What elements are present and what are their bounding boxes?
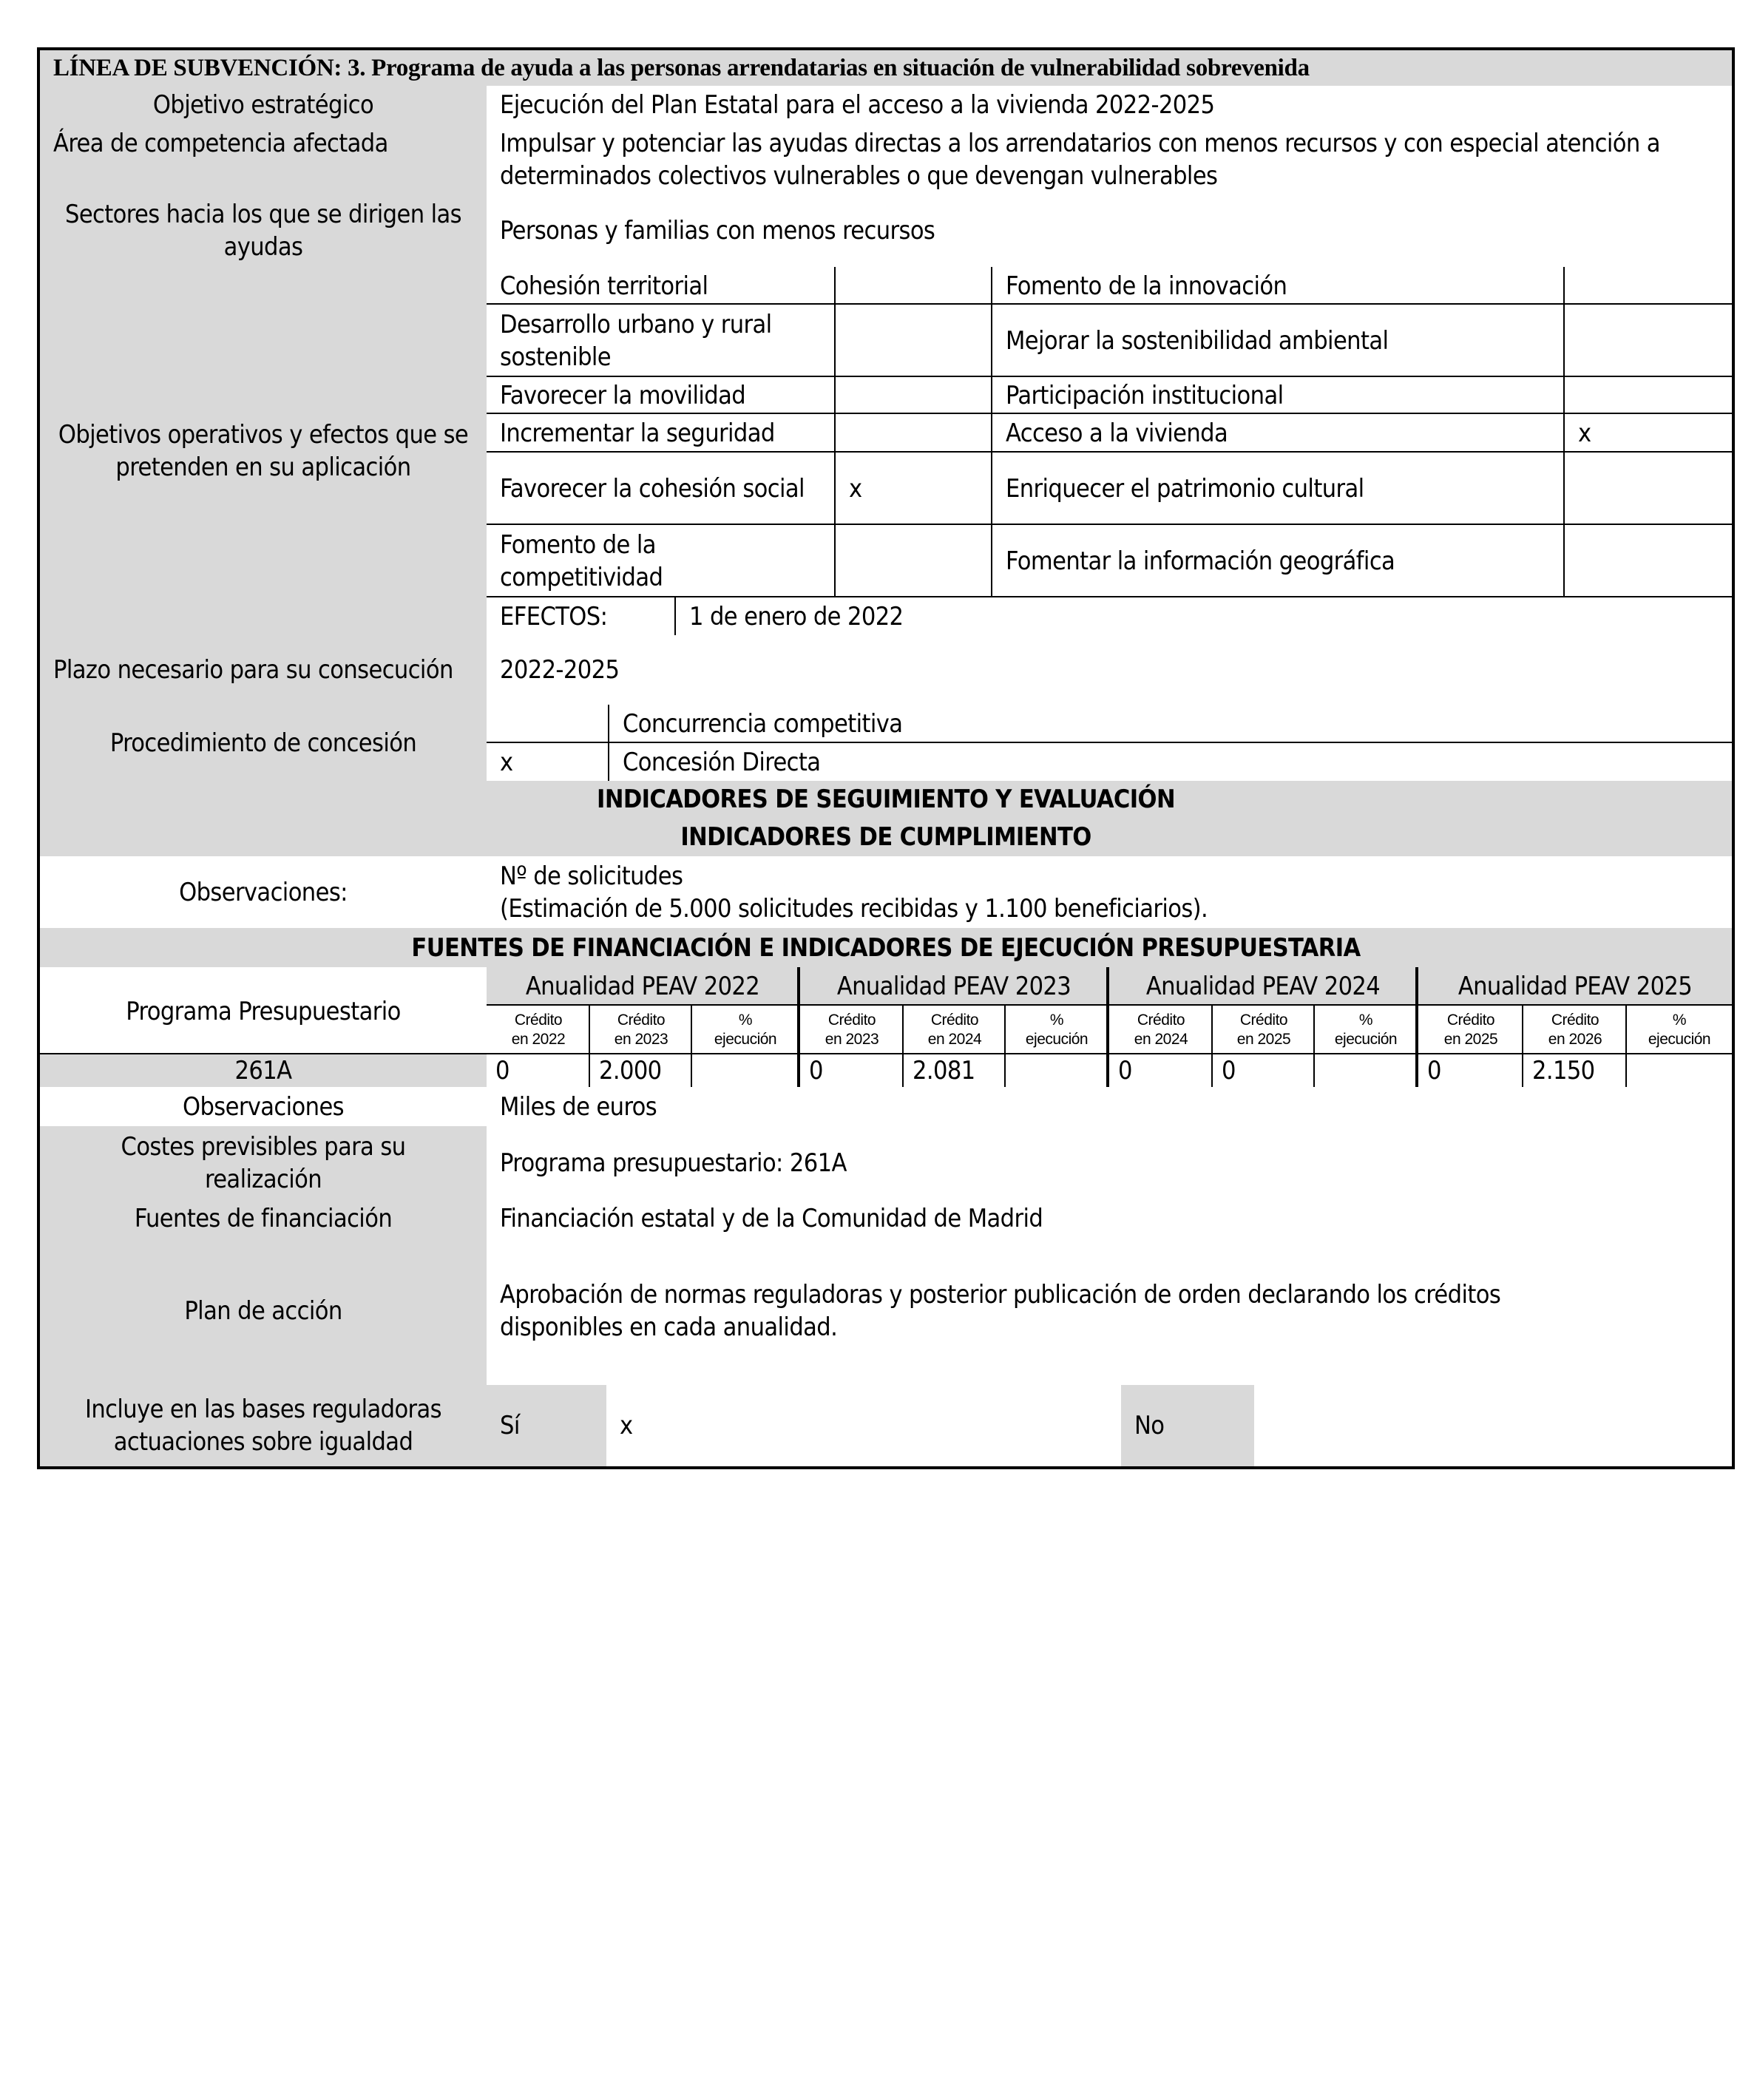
col-line: % bbox=[1672, 1012, 1687, 1029]
value-text: 0 bbox=[1222, 1056, 1236, 1085]
col-line: Crédito bbox=[514, 1012, 563, 1029]
check-mark: x bbox=[620, 1411, 633, 1440]
procedimiento-option-mark[interactable] bbox=[487, 705, 609, 743]
sectores-value bbox=[487, 194, 1735, 270]
value-text: Impulsar y potenciar las ayudas directas a los arrendatarios con menos recursos y con especial atención a determinados colectivos vulnerables o que devengan vulnerables bbox=[500, 128, 1660, 191]
value-text: 0 bbox=[495, 1056, 510, 1085]
costes-label bbox=[37, 1126, 490, 1203]
budget-group-title bbox=[487, 967, 799, 1006]
sheet-title bbox=[37, 47, 1735, 89]
label-text: Sectores hacia los que se dirigen las ayudas bbox=[65, 200, 461, 262]
objective-left bbox=[487, 451, 834, 525]
budget-group-title bbox=[1415, 967, 1735, 1006]
value-text: 0 bbox=[1427, 1056, 1441, 1085]
group-title-text: Anualidad PEAV 2022 bbox=[525, 972, 760, 1001]
procedimiento-option-label bbox=[608, 742, 1735, 784]
plazo-label bbox=[37, 635, 490, 708]
objective-left bbox=[487, 413, 834, 453]
group-title-text: Anualidad PEAV 2023 bbox=[836, 972, 1072, 1001]
procedimiento-option-label bbox=[608, 705, 1735, 743]
label-text: Sí bbox=[500, 1411, 520, 1440]
efectos-label bbox=[487, 596, 676, 638]
label-text: Costes previsibles para su realización bbox=[121, 1132, 406, 1194]
igualdad-si-value[interactable] bbox=[606, 1385, 1124, 1469]
budget-col-header bbox=[1004, 1004, 1108, 1054]
budget-col-header bbox=[589, 1004, 692, 1054]
col-line: Crédito bbox=[1137, 1012, 1185, 1029]
programa-presupuestario-value bbox=[37, 1053, 490, 1090]
value-text: 0 bbox=[809, 1056, 823, 1085]
value-text: Ejecución del Plan Estatal para el acceso a la vivienda 2022-2025 bbox=[500, 90, 1215, 120]
area-competencia-value bbox=[487, 124, 1735, 197]
observaciones-label bbox=[37, 1087, 490, 1129]
col-line: ejecución bbox=[1648, 1031, 1711, 1048]
budget-group-title bbox=[797, 967, 1108, 1006]
label-text: Plazo necesario para su consecución bbox=[53, 655, 453, 685]
indicadores-cumplimiento-header bbox=[37, 818, 1735, 859]
budget-col-header bbox=[1211, 1004, 1315, 1054]
objective-text: Favorecer la cohesión social bbox=[500, 474, 805, 504]
indicadores-seguimiento-header bbox=[37, 781, 1735, 821]
objective-right-check[interactable] bbox=[1563, 376, 1735, 414]
objective-right-check[interactable] bbox=[1563, 413, 1735, 453]
objective-text: Cohesión territorial bbox=[500, 271, 708, 301]
col-line: en 2023 bbox=[614, 1031, 668, 1048]
fuentes-financiacion-value bbox=[487, 1200, 1735, 1240]
objective-right-check[interactable] bbox=[1563, 524, 1735, 597]
budget-value-cell bbox=[1625, 1053, 1735, 1090]
plan-accion-value bbox=[487, 1237, 1735, 1388]
col-line: en 2024 bbox=[927, 1031, 982, 1048]
objective-left-check[interactable] bbox=[834, 303, 991, 377]
option-text: Concurrencia competitiva bbox=[623, 709, 903, 739]
col-line: % bbox=[738, 1012, 753, 1029]
objective-right bbox=[991, 451, 1563, 525]
col-line: Crédito bbox=[1446, 1012, 1495, 1029]
value-text: Financiación estatal y de la Comunidad de Madrid bbox=[500, 1204, 1043, 1233]
budget-col-header bbox=[902, 1004, 1006, 1054]
objective-text: Mejorar la sostenibilidad ambiental bbox=[1006, 326, 1389, 356]
title-text: LÍNEA DE SUBVENCIÓN: 3. Programa de ayuda a las personas arrendatarias en situación de vulnerabilidad sobrevenida bbox=[53, 55, 1310, 81]
col-line: en 2024 bbox=[1134, 1031, 1188, 1048]
objective-right-check[interactable] bbox=[1563, 303, 1735, 377]
label-text: Incluye en las bases reguladoras actuaciones sobre igualdad bbox=[84, 1395, 442, 1457]
header-text: FUENTES DE FINANCIACIÓN E INDICADORES DE EJECUCIÓN PRESUPUESTARIA bbox=[411, 932, 1361, 963]
objetivo-estrategico-label bbox=[37, 86, 490, 127]
objective-left-check[interactable] bbox=[834, 413, 991, 453]
objective-text: Favorecer la movilidad bbox=[500, 381, 746, 410]
label-text: Fuentes de financiación bbox=[134, 1204, 393, 1233]
col-line: % bbox=[1049, 1012, 1064, 1029]
objective-text: Desarrollo urbano y rural sostenible bbox=[500, 310, 772, 372]
objective-left bbox=[487, 303, 834, 377]
value-line: (Estimación de 5.000 solicitudes recibidas y 1.100 beneficiarios). bbox=[500, 893, 1208, 924]
budget-value-cell bbox=[1106, 1053, 1213, 1090]
label-text: Plan de acción bbox=[184, 1296, 342, 1326]
budget-group-title bbox=[1106, 967, 1417, 1006]
col-line: Crédito bbox=[930, 1012, 979, 1029]
plan-accion-label bbox=[37, 1237, 490, 1388]
header-text: INDICADORES DE CUMPLIMIENTO bbox=[680, 822, 1091, 852]
procedimiento-option-mark[interactable] bbox=[487, 742, 609, 784]
objective-right bbox=[991, 524, 1563, 597]
value-text: 2.150 bbox=[1532, 1056, 1595, 1085]
col-line: en 2023 bbox=[825, 1031, 879, 1048]
budget-value-cell bbox=[1211, 1053, 1315, 1090]
value-text: Miles de euros bbox=[500, 1091, 657, 1122]
check-mark: x bbox=[1578, 419, 1591, 448]
header-text: INDICADORES DE SEGUIMIENTO Y EVALUACIÓN bbox=[597, 785, 1175, 814]
budget-value-cell bbox=[1415, 1053, 1523, 1090]
label-text: EFECTOS: bbox=[500, 601, 608, 631]
value-text: 0 bbox=[1118, 1056, 1132, 1085]
budget-value-cell bbox=[797, 1053, 904, 1090]
label-text: Programa Presupuestario bbox=[126, 997, 401, 1026]
budget-col-header bbox=[1313, 1004, 1417, 1054]
objective-text: Acceso a la vivienda bbox=[1006, 419, 1228, 448]
label-text: No bbox=[1134, 1411, 1165, 1440]
plazo-value bbox=[487, 635, 1735, 708]
observaciones-value bbox=[487, 1087, 1735, 1129]
fuentes-financiacion-label bbox=[37, 1200, 490, 1240]
col-line: % bbox=[1358, 1012, 1373, 1029]
value-text: 2.000 bbox=[599, 1056, 662, 1085]
objective-text: Fomento de la innovación bbox=[1006, 271, 1287, 301]
col-line: en 2026 bbox=[1548, 1031, 1602, 1048]
budget-value-cell bbox=[1522, 1053, 1627, 1090]
objective-right bbox=[991, 376, 1563, 414]
observaciones-indicadores-label bbox=[37, 856, 490, 931]
check-mark: x bbox=[849, 474, 862, 504]
programa-presupuestario-label bbox=[37, 967, 490, 1056]
col-line: Crédito bbox=[617, 1012, 666, 1029]
col-line: ejecución bbox=[1334, 1031, 1398, 1048]
col-line: Crédito bbox=[827, 1012, 876, 1029]
col-line: Crédito bbox=[1239, 1012, 1288, 1029]
col-line: Crédito bbox=[1551, 1012, 1599, 1029]
objective-text: Fomento de la competitividad bbox=[500, 530, 663, 592]
col-line: en 2022 bbox=[511, 1031, 566, 1048]
budget-value-cell bbox=[589, 1053, 692, 1090]
objective-text: Enriquecer el patrimonio cultural bbox=[1006, 474, 1364, 504]
fuentes-header bbox=[37, 928, 1735, 970]
value-text: 2.081 bbox=[913, 1056, 975, 1085]
budget-col-header bbox=[487, 1004, 590, 1054]
group-title-text: Anualidad PEAV 2024 bbox=[1145, 972, 1381, 1001]
igualdad-no-value[interactable] bbox=[1254, 1385, 1735, 1469]
costes-value bbox=[487, 1126, 1735, 1203]
igualdad-label bbox=[37, 1385, 490, 1469]
objective-text: Fomentar la información geográfica bbox=[1006, 546, 1395, 576]
value-text: Programa presupuestario: 261A bbox=[500, 1148, 847, 1178]
objective-right bbox=[991, 267, 1563, 305]
objective-left bbox=[487, 524, 834, 597]
objective-right bbox=[991, 303, 1563, 377]
label-text: Objetivo estratégico bbox=[152, 90, 374, 120]
objective-left-check[interactable] bbox=[834, 267, 991, 305]
objective-left bbox=[487, 267, 834, 305]
objective-left-check[interactable] bbox=[834, 451, 991, 525]
efectos-value bbox=[674, 596, 1735, 638]
objective-right bbox=[991, 413, 1563, 453]
igualdad-no-label bbox=[1121, 1385, 1257, 1469]
group-title-text: Anualidad PEAV 2025 bbox=[1458, 972, 1693, 1001]
objective-right-check[interactable] bbox=[1563, 267, 1735, 305]
label-text: Observaciones bbox=[182, 1091, 345, 1122]
budget-value-cell bbox=[1313, 1053, 1417, 1090]
value-text: 1 de enero de 2022 bbox=[689, 601, 904, 631]
procedimiento-label bbox=[37, 705, 490, 784]
value-text: 261A bbox=[234, 1056, 292, 1085]
check-mark: x bbox=[500, 747, 513, 777]
igualdad-si-label bbox=[487, 1385, 609, 1469]
label-text: Área de competencia afectada bbox=[53, 129, 388, 158]
budget-col-header bbox=[1106, 1004, 1213, 1054]
label-text: Observaciones: bbox=[179, 877, 348, 907]
objective-text: Incrementar la seguridad bbox=[500, 419, 775, 448]
budget-value-cell bbox=[487, 1053, 590, 1090]
budget-value-cell bbox=[691, 1053, 799, 1090]
label-text: Procedimiento de concesión bbox=[109, 728, 417, 758]
value-text: Aprobación de normas reguladoras y posterior publicación de orden declarando los créditos disponibles en cada anualidad. bbox=[500, 1280, 1501, 1342]
area-competencia-label bbox=[37, 124, 490, 197]
sectores-label bbox=[37, 194, 490, 270]
col-line: ejecución bbox=[714, 1031, 777, 1048]
budget-col-header bbox=[691, 1004, 799, 1054]
value-text: 2022-2025 bbox=[500, 655, 620, 685]
budget-col-header bbox=[1625, 1004, 1735, 1054]
budget-col-header bbox=[797, 1004, 904, 1054]
objective-left-check[interactable] bbox=[834, 524, 991, 597]
objetivos-operativos-label bbox=[37, 267, 490, 638]
value-text: Personas y familias con menos recursos bbox=[500, 216, 935, 245]
label-text: Objetivos operativos y efectos que se pretenden en su aplicación bbox=[58, 420, 469, 482]
col-line: ejecución bbox=[1025, 1031, 1089, 1048]
observaciones-indicadores-value bbox=[487, 856, 1735, 931]
option-text: Concesión Directa bbox=[623, 747, 821, 777]
value-line: Nº de solicitudes bbox=[500, 861, 683, 891]
budget-col-header bbox=[1522, 1004, 1627, 1054]
budget-col-header bbox=[1415, 1004, 1523, 1054]
objective-text: Participación institucional bbox=[1006, 381, 1284, 410]
budget-value-cell bbox=[902, 1053, 1006, 1090]
col-line: en 2025 bbox=[1443, 1031, 1498, 1048]
col-line: en 2025 bbox=[1236, 1031, 1291, 1048]
objetivo-estrategico-value bbox=[487, 86, 1735, 127]
budget-value-cell bbox=[1004, 1053, 1108, 1090]
objective-left-check[interactable] bbox=[834, 376, 991, 414]
objective-right-check[interactable] bbox=[1563, 451, 1735, 525]
objective-left bbox=[487, 376, 834, 414]
